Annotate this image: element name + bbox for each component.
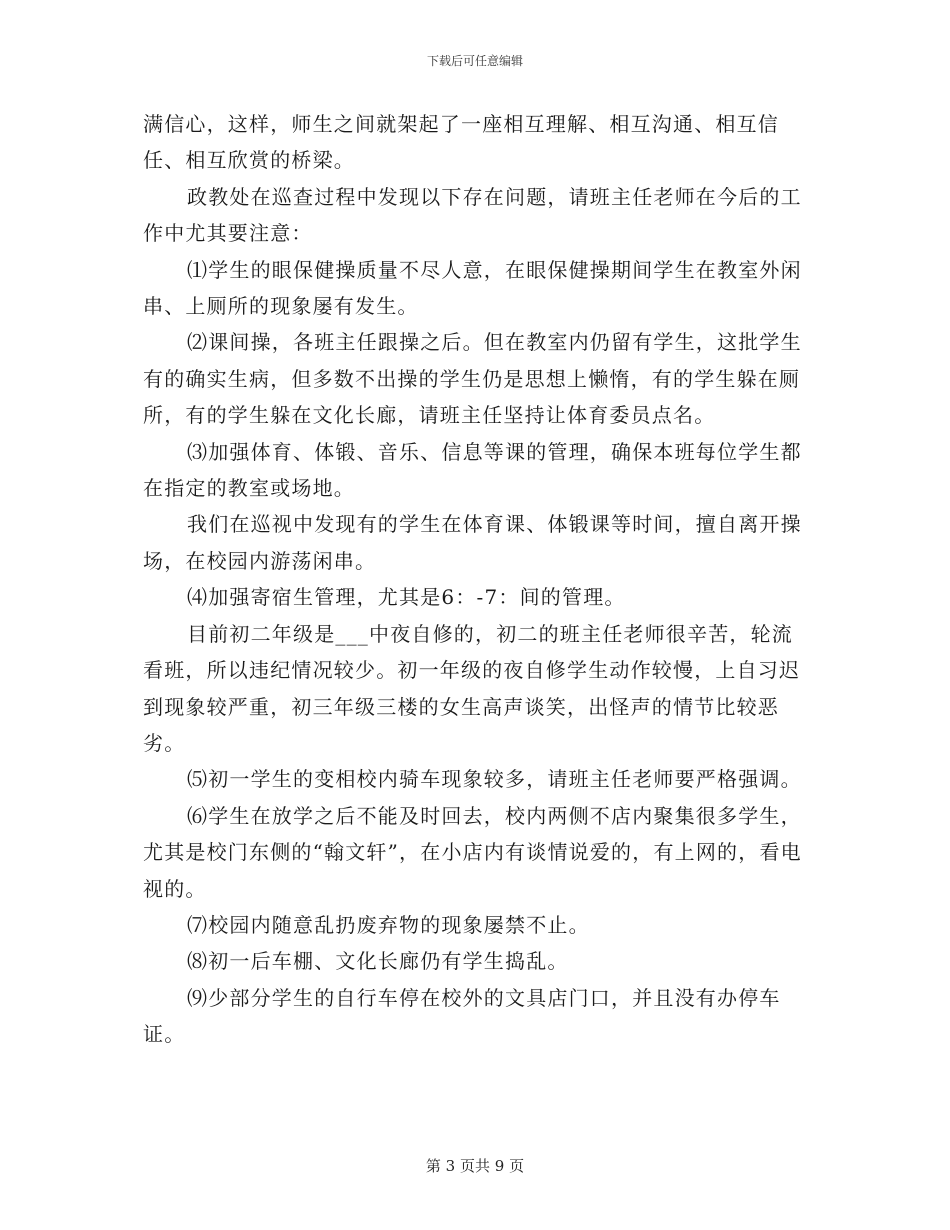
paragraph-7: ⑷加强寄宿生管理，尤其是6：-7：间的管理。 (187, 585, 626, 610)
paragraph-10: ⑹学生在放学之后不能及时回去，校内两侧不店内聚集很多学生，尤其是校门东侧的“翰文轩”，在小店内有谈情说爱的，有上网的，看电视的。 (143, 803, 802, 901)
paragraph-12: ⑻初一后车棚、文化长廊仍有学生捣乱。 (187, 949, 569, 974)
paragraph-13: ⑼少部分学生的自行车停在校外的文具店门口，并且没有办停车证。 (143, 985, 781, 1047)
page-footer: 第 3 页共 9 页 (425, 1157, 525, 1175)
paragraph-3: ⑴学生的眼保健操质量不尽人意，在眼保健操期间学生在教室外闲串、上厕所的现象屡有发生。 (143, 257, 802, 319)
paragraph-9: ⑸初一学生的变相校内骑车现象较多，请班主任老师要严格强调。 (187, 767, 802, 792)
paragraph-6: 我们在巡视中发现有的学生在体育课、体锻课等时间，擅自离开操场，在校园内游荡闲串。 (143, 512, 802, 573)
paragraph-5: ⑶加强体育、体锻、音乐、信息等课的管理，确保本班每位学生都在指定的教室或场地。 (143, 439, 802, 501)
paragraph-4: ⑵课间操，各班主任跟操之后。但在教室内仍留有学生，这批学生有的确实生病，但多数不出操的学生仍是思想上懒惰，有的学生躲在厕所，有的学生躲在文化长廊，请班主任坚持让体育委员点名。 (143, 330, 802, 428)
document-body (143, 106, 813, 1053)
paragraph-2: 政教处在巡查过程中发现以下存在问题，请班主任老师在今后的工作中尤其要注意： (143, 184, 802, 246)
page-header: 下载后可任意编辑 (426, 54, 523, 68)
paragraph-1: 满信心，这样，师生之间就架起了一座相互理解、相互沟通、相互信任、相互欣赏的桥梁。 (143, 112, 779, 173)
paragraph-8: 目前初二年级是___中夜自修的，初二的班主任老师很辛苦，轮流看班，所以违纪情况较少。初一年级的夜自修学生动作较慢，上自习迟到现象较严重，初三年级三楼的女生高声谈笑，出怪声的情节比较恶劣。 (143, 621, 801, 755)
paragraph-11: ⑺校园内随意乱扔废弃物的现象屡禁不止。 (187, 912, 590, 937)
